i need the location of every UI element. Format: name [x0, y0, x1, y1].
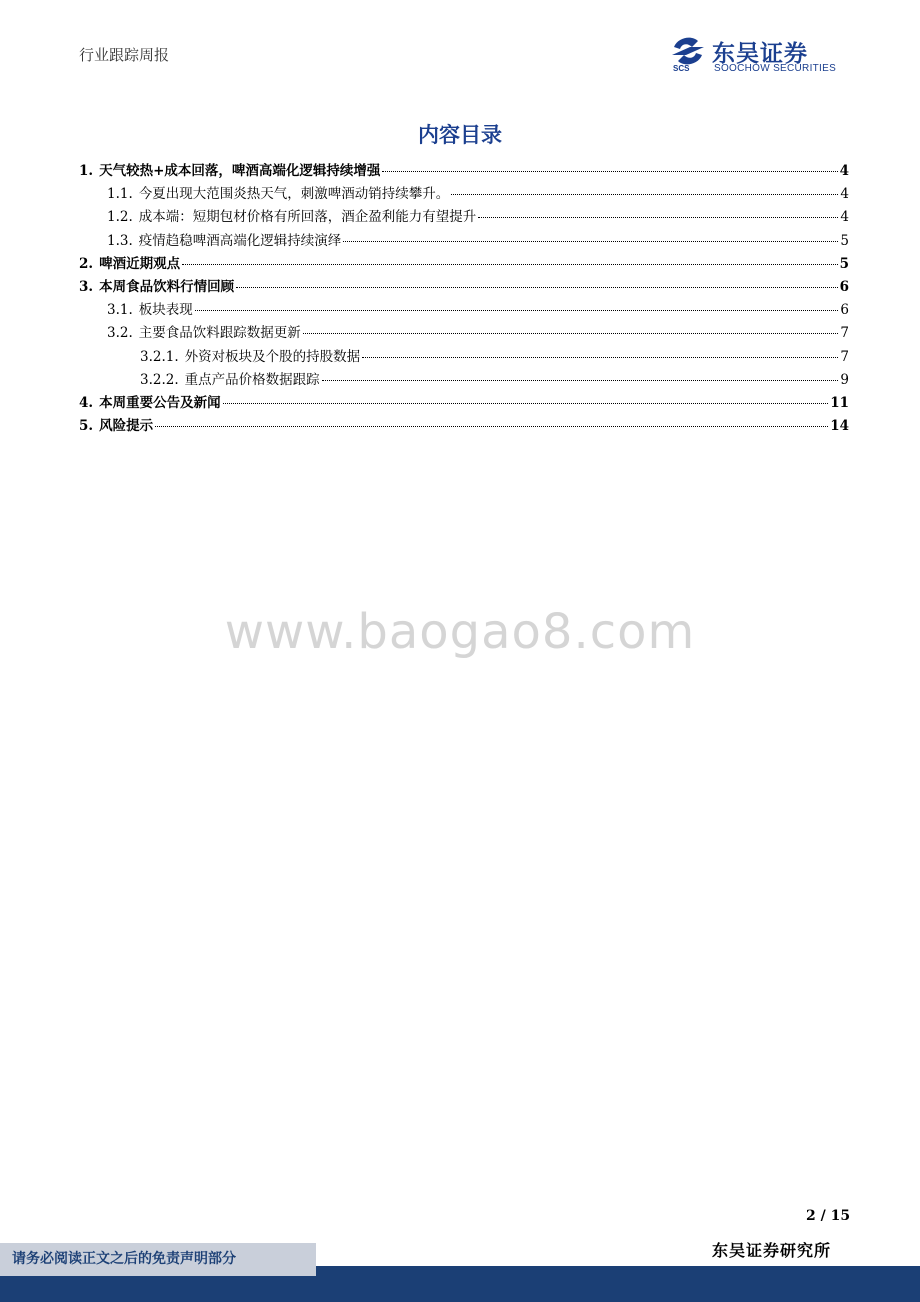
toc-entry-number: 1.2.	[107, 209, 133, 226]
toc-leader-dots	[362, 357, 838, 358]
toc-entry-number: 5.	[79, 418, 94, 435]
toc-entry-number: 3.1.	[107, 302, 133, 319]
toc-entry-text: 天气较热+成本回落，啤酒高端化逻辑持续增强	[99, 163, 381, 179]
toc-entry-page: 4	[839, 163, 849, 179]
toc-entry[interactable]	[79, 276, 849, 299]
toc-leader-dots	[195, 310, 839, 311]
toc-entry[interactable]	[79, 183, 849, 206]
toc-entry-page: 14	[830, 418, 849, 435]
toc-entry-text: 本周重要公告及新闻	[99, 394, 221, 411]
toc-entry-page: 4	[840, 209, 849, 226]
toc-entry-text: 成本端：短期包材价格有所回落，酒企盈利能力有望提升	[138, 209, 477, 226]
svg-text:SCS: SCS	[673, 64, 690, 73]
toc-entry-number: 1.1.	[107, 186, 133, 203]
toc-leader-dots	[303, 333, 839, 334]
disclaimer-notice: 请务必阅读正文之后的免责声明部分	[0, 1243, 316, 1276]
toc-entry-page: 5	[840, 232, 849, 249]
toc-entry-text: 主要食品饮料跟踪数据更新	[138, 325, 301, 342]
toc-entry-number: 1.3.	[107, 232, 133, 249]
toc-leader-dots	[182, 264, 838, 265]
toc-entry-number: 2.	[79, 255, 94, 272]
toc-title: 内容目录	[418, 123, 502, 147]
report-type-label: 行业跟踪周报	[79, 46, 170, 64]
toc-entry-number: 3.2.2.	[140, 371, 179, 388]
toc-entry-text: 今夏出现大范围炎热天气，刺激啤酒动销持续攀升。	[138, 186, 450, 203]
toc-entry-text: 风险提示	[99, 418, 154, 435]
toc-entry-number: 3.	[79, 278, 94, 295]
toc-entry-text: 重点产品价格数据跟踪	[184, 371, 320, 388]
toc-entry[interactable]	[79, 299, 849, 322]
toc-entry-page: 7	[840, 325, 849, 342]
toc-entry[interactable]	[79, 206, 849, 229]
toc-entry-page: 7	[840, 348, 849, 365]
table-of-contents	[79, 160, 849, 438]
company-logo	[668, 33, 858, 77]
toc-entry-page: 6	[839, 278, 849, 295]
toc-leader-dots	[478, 217, 838, 218]
toc-entry[interactable]	[79, 346, 849, 369]
toc-entry-number: 4.	[79, 394, 94, 411]
toc-leader-dots	[343, 241, 838, 242]
toc-entry-text: 本周食品饮料行情回顾	[99, 278, 235, 295]
toc-entry[interactable]	[79, 415, 849, 438]
toc-leader-dots	[223, 403, 829, 404]
toc-entry[interactable]	[79, 369, 849, 392]
toc-leader-dots	[322, 380, 839, 381]
toc-entry[interactable]	[79, 230, 849, 253]
toc-entry-page: 5	[839, 255, 849, 272]
toc-entry[interactable]	[79, 160, 849, 183]
toc-entry-text: 板块表现	[138, 302, 193, 319]
footer-organization: 东吴证券研究所	[712, 1241, 832, 1260]
toc-leader-dots	[451, 194, 838, 195]
soochow-logo-icon	[668, 33, 708, 73]
toc-entry-text: 外资对板块及个股的持股数据	[184, 348, 361, 365]
toc-entry[interactable]	[79, 322, 849, 345]
toc-entry-page: 6	[840, 302, 849, 319]
toc-entry-page: 4	[840, 186, 849, 203]
toc-entry-page: 9	[840, 371, 849, 388]
logo-chinese-name: 东吴证券	[712, 41, 808, 67]
toc-leader-dots	[236, 287, 838, 288]
logo-english-name: SOOCHOW SECURITIES	[714, 63, 837, 74]
page-indicator: 2 / 15	[806, 1208, 851, 1224]
toc-entry-page: 11	[830, 394, 849, 411]
toc-entry-number: 3.2.	[107, 325, 133, 342]
toc-leader-dots	[155, 426, 828, 427]
toc-entry[interactable]	[79, 253, 849, 276]
toc-entry-number: 3.2.1.	[140, 348, 179, 365]
toc-entry-number: 1.	[79, 163, 94, 179]
toc-entry[interactable]	[79, 392, 849, 415]
toc-leader-dots	[382, 171, 837, 172]
toc-entry-text: 疫情趋稳啤酒高端化逻辑持续演绎	[138, 232, 342, 249]
watermark: www.baogao8.com	[224, 604, 696, 660]
toc-entry-text: 啤酒近期观点	[99, 255, 181, 272]
